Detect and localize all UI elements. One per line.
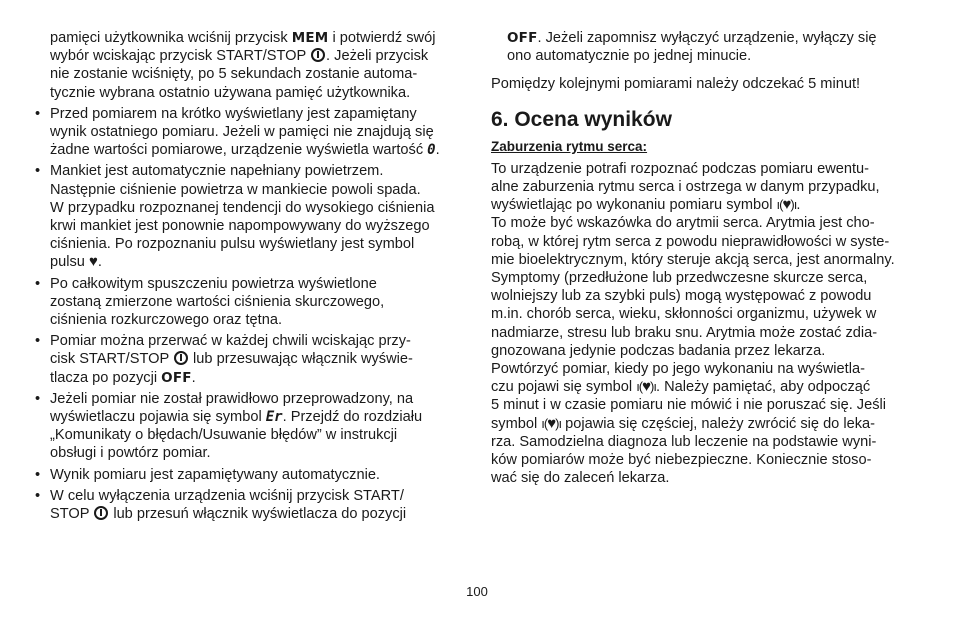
text-run: lub przesuń włącznik wyświetlacza do pozycji: [109, 506, 407, 523]
text-run: „Komunikaty o błędach/Usuwanie błędów” w instrukcji: [50, 427, 398, 444]
text-run: nie zostanie wciśnięty, po 5 sekundach zostanie automa-: [50, 66, 418, 83]
text-line: [50, 253, 466, 271]
text-run: W celu wyłączenia urządzenia wciśnij przycisk START/: [50, 487, 404, 504]
text-run: Mankiet jest automatycznie napełniany powietrzem.: [50, 163, 384, 180]
text-line: [491, 196, 923, 214]
irregular-heartbeat-icon: ı(♥)ı: [776, 196, 797, 214]
text-line: [50, 84, 466, 102]
text-run: W przypadku rozpoznanej tendencji do wysokiego ciśnienia: [50, 199, 435, 216]
text-run: . Przejdź do rozdziału: [282, 409, 423, 426]
text-run: . Jeżeli przycisk: [326, 48, 429, 65]
text-run: ków pomiarów może być niebezpieczne. Koniecznie stoso-: [491, 452, 872, 469]
text-line: [491, 360, 923, 378]
text-run: pamięci użytkownika wciśnij przycisk: [50, 30, 292, 46]
text-run: tycznie wybrana ostatnio używana pamięć użytkownika.: [50, 84, 411, 101]
text-run: pojawia się częściej, należy zwrócić się do leka-: [561, 415, 875, 432]
text-run: .: [97, 254, 102, 271]
bullet-item: [34, 105, 466, 160]
text-run: . Jeżeli zapomnisz wyłączyć urządzenie, wyłączy się: [537, 30, 877, 46]
text-run: żadne wartości pomiarowe, urządzenie wyświetla wartość: [50, 142, 428, 159]
right-continuation: [491, 29, 923, 65]
text-run: pulsu: [50, 254, 89, 271]
text-line: [491, 378, 923, 396]
heart-icon: ♥: [88, 253, 98, 271]
text-run: tlacza po pozycji: [50, 369, 162, 386]
text-run: m.in. chorób serca, wieku, skłonności organizmu, używek w: [491, 306, 877, 323]
text-line: [50, 444, 466, 462]
text-run: Jeżeli pomiar nie został prawidłowo przeprowadzony, na: [50, 390, 414, 407]
text-line: [491, 251, 923, 269]
text-line: [491, 324, 923, 342]
right-pause-note: [491, 75, 923, 93]
right-body: [491, 160, 923, 488]
text-line: [50, 408, 466, 426]
text-run: Przed pomiarem na krótko wyświetlany jest zapamiętany: [50, 105, 417, 122]
text-line: [491, 305, 923, 323]
text-line: [50, 390, 466, 408]
text-run: wyświetlaczu pojawia się symbol: [50, 409, 266, 426]
text-line: [491, 451, 923, 469]
text-line: [491, 342, 923, 360]
text-line: [491, 415, 923, 433]
text-line: [507, 47, 923, 65]
text-run: wynik ostatniego pomiaru. Jeżeli w pamięci nie znajdują się: [50, 124, 434, 141]
section-subheading: Zaburzenia rytmu serca:: [491, 138, 648, 154]
bullet-item: [34, 487, 466, 523]
bold-label: OFF: [507, 30, 538, 46]
text-line: [50, 293, 466, 311]
text-line: [50, 105, 466, 123]
text-run: gnozowana jedynie podczas badania przez lekarza.: [491, 342, 826, 359]
text-run: lub przesuwając włącznik wyświe-: [189, 351, 413, 368]
left-intro: [34, 29, 466, 102]
text-line: [491, 178, 923, 196]
text-line: [491, 75, 923, 93]
text-line: [50, 369, 466, 387]
text-line: [50, 332, 466, 350]
text-run: symbol: [491, 415, 542, 432]
text-run: mie bioelektrycznym, który steruje akcją serca, jest anormalny.: [491, 251, 895, 268]
text-line: [491, 269, 923, 287]
text-run: wać się do zaleceń lekarza.: [491, 470, 670, 487]
text-line: [50, 123, 466, 141]
text-run: . Należy pamiętać, aby odpocząć: [656, 379, 871, 396]
power-icon: [174, 351, 188, 365]
text-run: robą, w której rytm serca z powodu nieprawidłowości w syste-: [491, 233, 890, 250]
text-line: [491, 396, 923, 414]
text-line: [50, 235, 466, 253]
text-line: [50, 426, 466, 444]
text-run: Wynik pomiaru jest zapamiętywany automatycznie.: [50, 466, 380, 483]
text-line: [491, 233, 923, 251]
text-run: zostaną zmierzone wartości ciśnienia skurczowego,: [50, 293, 385, 310]
bold-label: MEM: [291, 30, 329, 46]
display-symbol: Er: [265, 409, 283, 426]
text-line: [50, 311, 466, 329]
text-line: [491, 214, 923, 232]
text-run: wybór wciskając przycisk START/STOP: [50, 48, 311, 65]
section-heading: 6. Ocena wyników: [491, 107, 672, 131]
text-run: ono automatycznie po jednej minucie.: [507, 48, 752, 65]
text-run: Powtórzyć pomiar, kiedy po jego wykonaniu na wyświetla-: [491, 361, 865, 378]
left-column: [34, 29, 466, 523]
text-line: [50, 162, 466, 180]
display-symbol: 0: [427, 142, 436, 159]
text-run: Po całkowitym spuszczeniu powietrza wyświetlone: [50, 275, 377, 292]
irregular-heartbeat-icon: ı(♥)ı: [541, 414, 562, 432]
text-run: wyświetlając po wykonaniu pomiaru symbol: [491, 197, 777, 214]
text-run: Pomiar można przerwać w każdej chwili wciskając przy-: [50, 333, 411, 350]
text-run: 5 minut i w czasie pomiaru nie mówić i nie poruszać się. Jeśli: [491, 397, 886, 414]
text-line: [50, 29, 466, 47]
text-run: Następnie ciśnienie powietrza w mankiecie powoli spada.: [50, 181, 421, 198]
text-line: [491, 433, 923, 451]
text-line: [507, 29, 923, 47]
text-line: [491, 469, 923, 487]
right-column: [491, 29, 923, 487]
text-run: cisk START/STOP: [50, 351, 173, 368]
text-run: STOP: [50, 506, 94, 523]
text-run: obsługi i powtórz pomiar.: [50, 445, 211, 462]
text-line: [50, 217, 466, 235]
text-line: [50, 141, 466, 159]
text-run: .: [796, 197, 801, 214]
text-run: .: [191, 369, 196, 386]
bullet-item: [34, 275, 466, 330]
text-run: To urządzenie potrafi rozpoznać podczas pomiaru ewentu-: [491, 160, 870, 177]
text-run: wolniejszy lub za szybki puls) mogą występować z powodu: [491, 288, 872, 305]
text-run: To może być wskazówka do arytmii serca. Arytmia jest cho-: [491, 215, 875, 232]
text-line: [50, 199, 466, 217]
text-run: alne zaburzenia rytmu serca i ostrzega w danym przypadku,: [491, 179, 880, 196]
text-run: Symptomy (przedłużone lub przedwczesne skurcze serca,: [491, 270, 868, 287]
text-run: Pomiędzy kolejnymi pomiarami należy odczekać 5 minut!: [491, 76, 861, 93]
irregular-heartbeat-icon: ı(♥)ı: [636, 378, 656, 396]
bullet-item: [34, 332, 466, 387]
text-line: [50, 181, 466, 199]
bold-label: OFF: [161, 369, 192, 386]
power-icon: [94, 506, 108, 520]
text-run: czu pojawi się symbol: [491, 379, 637, 396]
text-line: [491, 160, 923, 178]
left-bullet-list: [34, 105, 466, 523]
text-run: i potwierdź swój: [328, 30, 436, 46]
text-line: [50, 47, 466, 65]
text-run: ciśnienia rozkurczowego oraz tętna.: [50, 312, 282, 329]
bullet-item: [34, 162, 466, 271]
text-run: nadmiarze, stresu lub braku snu. Arytmia może zostać zdia-: [491, 324, 878, 341]
text-line: [491, 287, 923, 305]
bullet-item: [34, 466, 466, 484]
text-run: .: [435, 142, 440, 159]
text-line: [50, 487, 466, 505]
text-run: ciśnienia. Po rozpoznaniu pulsu wyświetlany jest symbol: [50, 236, 415, 253]
text-line: [50, 275, 466, 293]
text-line: [50, 505, 466, 523]
power-icon: [311, 48, 325, 62]
page-number: 100: [466, 584, 488, 599]
text-line: [50, 350, 466, 368]
text-line: [50, 466, 466, 484]
text-run: krwi mankiet jest ponownie napompowywany do wyższego: [50, 218, 430, 235]
text-line: [50, 65, 466, 83]
text-run: rza. Samodzielna diagnoza lub leczenie na podstawie wyni-: [491, 433, 877, 450]
bullet-item: [34, 390, 466, 463]
